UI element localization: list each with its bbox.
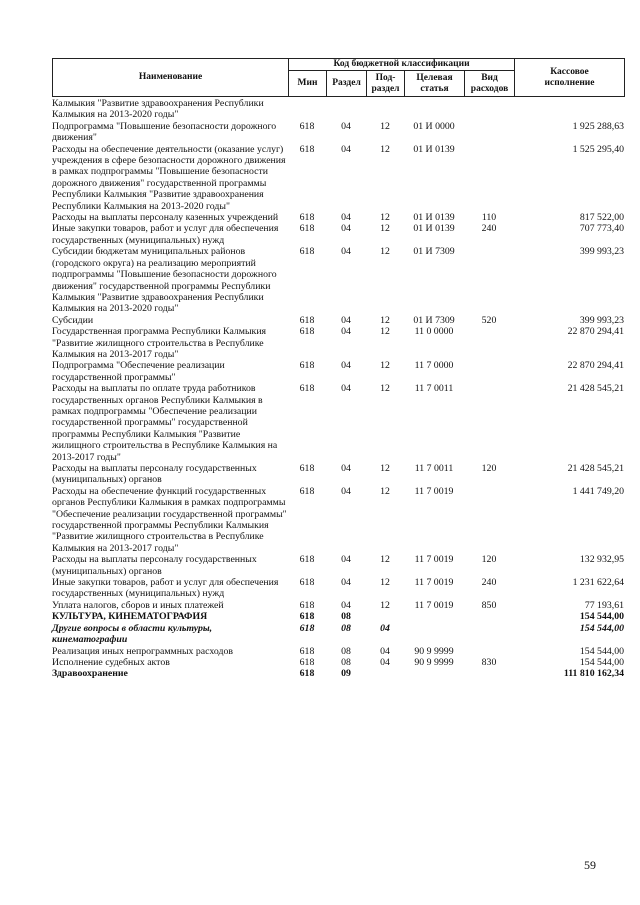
cell-sum: 77 193,61	[584, 599, 624, 611]
cell-min: 618	[299, 314, 315, 326]
cell-statya: 01 И 7309	[413, 246, 455, 258]
cell-razdel: 04	[341, 246, 351, 258]
cell-sum: 1 525 295,40	[572, 143, 624, 155]
cell-podrazdel: 12	[380, 463, 390, 474]
cell-podrazdel: 12	[380, 143, 390, 155]
table-row	[52, 246, 624, 314]
cell-min: 618	[299, 599, 315, 611]
cell-razdel	[326, 98, 366, 121]
cell-podrazdel	[366, 98, 404, 121]
cell-razdel: 04	[341, 554, 351, 566]
header-min: Мин	[289, 71, 327, 97]
cell-min: 618	[299, 360, 315, 372]
cell-name: Расходы на выплаты персоналу государственных (муниципальных) органов	[52, 554, 257, 577]
cell-sum: 817 522,00	[579, 212, 624, 224]
cell-podrazdel: 12	[380, 314, 390, 326]
cell-sum: 132 932,95	[579, 554, 624, 566]
table-row	[52, 611, 624, 622]
cell-sum: 707 773,40	[579, 223, 624, 235]
cell-vid	[464, 623, 514, 646]
cell-razdel: 09	[341, 668, 351, 680]
cell-vid	[464, 246, 514, 314]
cell-min: 618	[299, 577, 315, 589]
cell-min: 618	[299, 622, 315, 634]
cell-statya: 90 9 9999	[414, 645, 454, 657]
cell-name: Субсидии бюджетам муниципальных районов (городского округа) на реализацию мероприятий подпрограммы "Повышение безопасности дорожного движения" государственной программы Республики Калмыкия "Развитие здравоохранения Республики Калмыкия на 2013-2020 годы"	[52, 246, 277, 315]
cell-min: 618	[299, 212, 315, 224]
cell-min: 618	[299, 668, 315, 680]
cell-name: Расходы на выплаты персоналу государственных (муниципальных) органов	[52, 463, 257, 486]
cell-sum: 399 993,23	[579, 246, 624, 258]
cell-min	[288, 98, 326, 121]
page-number: 59	[584, 858, 596, 872]
cell-podrazdel	[366, 668, 404, 679]
table-row	[52, 144, 624, 212]
cell-sum: 1 441 749,20	[572, 485, 624, 497]
cell-sum: 1 925 288,63	[572, 120, 624, 132]
cell-sum	[514, 98, 624, 121]
cell-sum: 154 544,00	[579, 611, 624, 623]
cell-statya	[404, 611, 464, 622]
cell-name: Исполнение судебных актов	[52, 656, 170, 668]
cell-statya: 01 И 0139	[413, 212, 455, 224]
cell-min: 618	[299, 120, 315, 132]
cell-podrazdel: 04	[380, 656, 390, 668]
cell-name: Расходы на выплаты по оплате труда работников государственных органов Республики Калмыкия в рамках подпрограммы "Обеспечение реализации государственной программы" государственной программы Республики Калмыкия "Развитие жилищного строительства в Республике Калмыкия на 2013-2017 годы"	[52, 383, 278, 463]
table-row	[52, 668, 624, 679]
cell-statya	[404, 98, 464, 121]
cell-podrazdel: 12	[380, 246, 390, 258]
cell-name: Иные закупки товаров, работ и услуг для обеспечения государственных (муниципальных) нужд	[52, 223, 279, 246]
cell-name: Субсидии	[52, 314, 94, 326]
cell-vid: 830	[481, 656, 497, 668]
cell-razdel: 04	[341, 599, 351, 611]
header-vid: Вид расходов	[465, 71, 515, 97]
table-row	[52, 463, 624, 486]
cell-name: КУЛЬТУРА, КИНЕМАТОГРАФИЯ	[52, 611, 208, 623]
cell-min: 618	[299, 326, 315, 338]
cell-vid	[464, 144, 514, 212]
header-kassa: Кассовое исполнение	[515, 59, 625, 97]
cell-min: 618	[299, 383, 315, 395]
cell-min: 618	[299, 143, 315, 155]
header-podrazdel: Под- раздел	[367, 71, 405, 97]
cell-name: Уплата налогов, сборов и иных платежей	[52, 599, 224, 611]
cell-vid: 850	[481, 599, 497, 611]
cell-name: Здравоохранение	[52, 668, 128, 680]
cell-min: 618	[299, 246, 315, 258]
cell-min: 618	[299, 611, 315, 623]
cell-razdel: 04	[341, 485, 351, 497]
cell-statya: 11 7 0000	[414, 360, 454, 372]
cell-razdel: 04	[341, 360, 351, 372]
cell-razdel: 04	[341, 577, 351, 589]
cell-name: Другие вопросы в области культуры, кинематографии	[52, 622, 213, 646]
cell-vid	[464, 360, 514, 383]
table-row	[52, 486, 624, 554]
cell-name: Расходы на обеспечение функций государственных органов Республики Калмыкия в рамках подпрограммы "Обеспечение реализации государственной программы" государственной программы Республики Калмыкия "Развитие жилищного строительства в Республике Калмыкия на 2013-2017 годы"	[52, 485, 287, 554]
cell-statya: 11 0 0000	[414, 326, 454, 338]
cell-sum: 111 810 162,34	[563, 668, 624, 680]
cell-razdel: 08	[341, 611, 351, 623]
cell-vid	[464, 668, 514, 679]
cell-vid	[464, 611, 514, 622]
cell-statya: 01 И 0139	[413, 143, 455, 155]
cell-sum: 22 870 294,41	[567, 360, 624, 372]
cell-razdel: 04	[341, 383, 351, 395]
cell-statya	[404, 623, 464, 646]
cell-vid	[464, 486, 514, 554]
cell-podrazdel: 12	[380, 485, 390, 497]
cell-razdel: 04	[341, 120, 351, 132]
header-razdel: Раздел	[327, 71, 367, 97]
cell-vid: 240	[481, 223, 497, 235]
cell-min: 618	[299, 485, 315, 497]
cell-name: Расходы на обеспечение деятельности (оказание услуг) учреждения в сфере безопасности дорожного движения в рамках подпрограммы "Повышение безопасности дорожного движения" государственной программы Республики Калмыкия "Развитие здравоохранения Республики Калмыкия на 2013-2020 годы"	[52, 143, 286, 212]
header-statya: Целевая статья	[405, 71, 465, 97]
cell-min: 618	[299, 645, 315, 657]
cell-name: Калмыкия "Развитие здравоохранения Республики Калмыкия на 2013-2020 годы"	[52, 98, 264, 121]
cell-name: Реализация иных непрограммных расходов	[52, 645, 234, 657]
cell-podrazdel: 12	[380, 360, 390, 372]
cell-name: Подпрограмма "Обеспечение реализации государственной программы"	[52, 360, 225, 383]
table-row	[52, 623, 624, 646]
cell-sum: 22 870 294,41	[567, 326, 624, 338]
cell-name: Расходы на выплаты персоналу казенных учреждений	[52, 212, 279, 224]
cell-statya	[404, 668, 464, 679]
cell-statya: 11 7 0011	[414, 383, 454, 395]
table-row	[52, 360, 624, 383]
cell-podrazdel: 12	[380, 554, 390, 566]
cell-sum: 399 993,23	[579, 314, 624, 326]
cell-razdel: 04	[341, 143, 351, 155]
cell-vid: 110	[481, 212, 497, 224]
cell-statya: 11 7 0019	[414, 554, 454, 566]
cell-podrazdel: 12	[380, 577, 390, 589]
table-row	[52, 600, 624, 611]
table-row	[52, 315, 624, 326]
cell-razdel: 04	[341, 463, 351, 474]
cell-razdel: 08	[341, 622, 351, 634]
cell-statya: 11 7 0019	[414, 485, 454, 497]
cell-sum: 21 428 545,21	[567, 463, 624, 474]
cell-sum: 1 231 622,64	[572, 577, 624, 589]
cell-statya: 01 И 0000	[413, 120, 455, 132]
cell-vid: 240	[481, 577, 497, 589]
cell-podrazdel	[366, 611, 404, 622]
cell-vid	[464, 646, 514, 657]
cell-razdel: 04	[341, 212, 351, 224]
header-code-group: Код бюджетной классификации	[289, 59, 515, 71]
cell-vid	[464, 326, 514, 360]
cell-name: Государственная программа Республики Калмыкия "Развитие жилищного строительства в Республике Калмыкия на 2013-2017 годы"	[52, 326, 267, 360]
cell-min: 618	[299, 554, 315, 566]
table-row	[52, 577, 624, 600]
cell-sum: 154 544,00	[579, 645, 624, 657]
cell-min: 618	[299, 463, 315, 474]
cell-razdel: 04	[341, 314, 351, 326]
table-row	[52, 383, 624, 463]
cell-razdel: 04	[341, 223, 351, 235]
table-row	[52, 554, 624, 577]
cell-razdel: 08	[341, 656, 351, 668]
budget-table	[52, 98, 624, 680]
header-name: Наименование	[53, 59, 289, 97]
table-row	[52, 121, 624, 144]
table-row	[52, 223, 624, 246]
table-row	[52, 98, 624, 121]
cell-vid	[464, 383, 514, 463]
cell-statya: 11 7 0019	[414, 577, 454, 589]
cell-podrazdel: 04	[380, 645, 390, 657]
cell-statya: 11 7 0019	[414, 599, 454, 611]
cell-podrazdel: 12	[380, 120, 390, 132]
cell-name: Иные закупки товаров, работ и услуг для обеспечения государственных (муниципальных) нужд	[52, 577, 279, 600]
table-row	[52, 657, 624, 668]
cell-vid: 120	[481, 463, 497, 474]
cell-podrazdel: 12	[380, 223, 390, 235]
cell-statya: 90 9 9999	[414, 656, 454, 668]
cell-razdel: 08	[341, 645, 351, 657]
cell-statya: 01 И 7309	[413, 314, 455, 326]
cell-podrazdel: 12	[380, 599, 390, 611]
cell-statya: 11 7 0011	[414, 463, 454, 474]
cell-min: 618	[299, 223, 315, 235]
cell-vid	[464, 121, 514, 144]
table-row	[52, 646, 624, 657]
cell-vid	[464, 98, 514, 121]
cell-sum: 154 544,00	[579, 622, 624, 634]
cell-name: Подпрограмма "Повышение безопасности дорожного движения"	[52, 120, 277, 144]
cell-podrazdel: 12	[380, 212, 390, 224]
cell-podrazdel: 04	[380, 622, 390, 634]
table-row	[52, 326, 624, 360]
cell-statya: 01 И 0139	[413, 223, 455, 235]
cell-podrazdel: 12	[380, 383, 390, 395]
cell-sum: 21 428 545,21	[567, 383, 624, 395]
cell-podrazdel: 12	[380, 326, 390, 338]
cell-razdel: 04	[341, 326, 351, 338]
cell-vid: 520	[481, 314, 497, 326]
cell-vid: 120	[481, 554, 497, 566]
table-row	[52, 212, 624, 223]
cell-sum: 154 544,00	[579, 656, 624, 668]
table-header	[52, 58, 625, 97]
cell-min: 618	[299, 656, 315, 668]
